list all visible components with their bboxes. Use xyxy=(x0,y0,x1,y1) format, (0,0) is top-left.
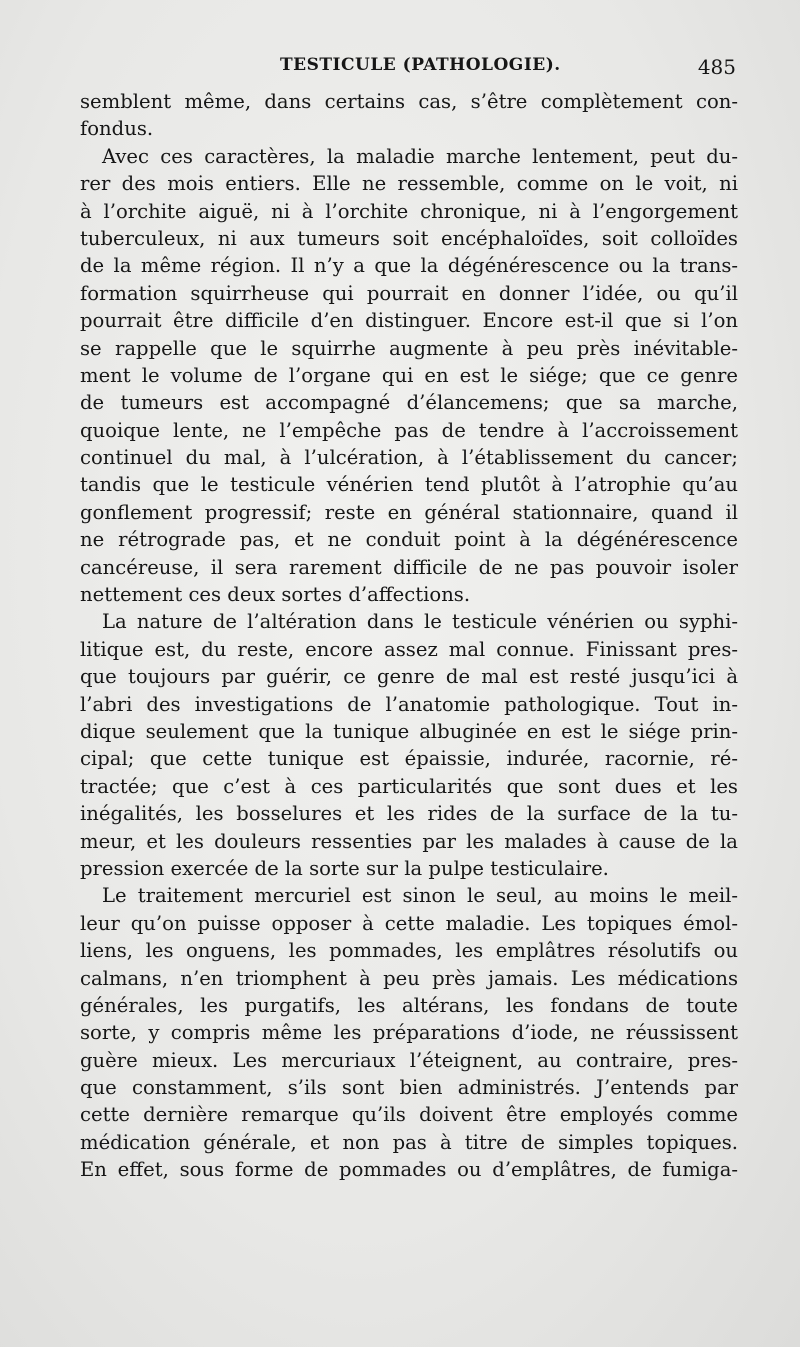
text-line: La nature de l’altération dans le testicule vénérien ou syphi- xyxy=(102,610,738,634)
text-line: meur, et les douleurs ressenties par les malades à cause de la xyxy=(80,829,738,853)
running-head: TESTICULE (PATHOLOGIE). xyxy=(280,55,561,75)
text-line: leur qu’on puisse opposer à cette maladie. Les topiques émol- xyxy=(80,911,738,935)
text-line: cipal; que cette tunique est épaissie, indurée, racornie, ré- xyxy=(80,747,738,771)
text-line: guère mieux. Les mercuriaux l’éteignent, au contraire, pres- xyxy=(80,1048,738,1072)
text-line: fondus. xyxy=(80,117,154,141)
text-line: pression exercée de la sorte sur la pulpe testiculaire. xyxy=(80,856,609,880)
text-line: quoique lente, ne l’empêche pas de tendre à l’accroissement xyxy=(80,418,738,442)
text-line: sorte, y compris même les préparations d’iode, ne réussissent xyxy=(80,1021,738,1045)
text-line: que toujours par guérir, ce genre de mal est resté jusqu’ici à xyxy=(80,665,738,689)
text-line: Avec ces caractères, la maladie marche lentement, peut du- xyxy=(102,144,738,168)
text-line: de la même région. Il n’y a que la dégénérescence ou la trans- xyxy=(80,254,738,278)
page-header xyxy=(80,55,736,85)
text-line: Le traitement mercuriel est sinon le seul, au moins le meil- xyxy=(102,884,738,908)
text-line: à l’orchite aiguë, ni à l’orchite chronique, ni à l’engorgement xyxy=(80,199,738,223)
text-line: ne rétrograde pas, et ne conduit point à la dégénérescence xyxy=(80,528,738,552)
text-line: rer des mois entiers. Elle ne ressemble, comme on le voit, ni xyxy=(80,172,738,196)
text-line: formation squirrheuse qui pourrait en donner l’idée, ou qu’il xyxy=(80,281,738,305)
text-line: pourrait être difficile d’en distinguer. Encore est-il que si l’on xyxy=(80,309,738,333)
text-line: calmans, n’en triomphent à peu près jamais. Les médications xyxy=(80,966,738,990)
text-line: litique est, du reste, encore assez mal connue. Finissant pres- xyxy=(80,637,738,661)
text-line: gonflement progressif; reste en général stationnaire, quand il xyxy=(80,500,738,524)
text-line: ment le volume de l’organe qui en est le siége; que ce genre xyxy=(80,363,738,387)
body-text xyxy=(80,88,738,1184)
text-line: cancéreuse, il sera rarement difficile de ne pas pouvoir isoler xyxy=(80,555,738,579)
text-line: continuel du mal, à l’ulcération, à l’établissement du cancer; xyxy=(80,446,738,470)
text-line: l’abri des investigations de l’anatomie pathologique. Tout in- xyxy=(80,692,738,716)
text-line: dique seulement que la tunique albuginée en est le siége prin- xyxy=(80,719,738,743)
text-line: liens, les onguens, les pommades, les emplâtres résolutifs ou xyxy=(80,939,738,963)
text-line: tractée; que c’est à ces particularités que sont dues et les xyxy=(80,774,738,798)
text-line: inégalités, les bosselures et les rides de la surface de la tu- xyxy=(80,802,738,826)
text-line: tuberculeux, ni aux tumeurs soit encéphaloïdes, soit colloïdes xyxy=(80,226,738,250)
text-line: cette dernière remarque qu’ils doivent être employés comme xyxy=(80,1103,738,1127)
text-line: générales, les purgatifs, les altérans, les fondans de toute xyxy=(80,993,738,1017)
text-line: médication générale, et non pas à titre de simples topiques. xyxy=(80,1130,738,1154)
text-line: tandis que le testicule vénérien tend plutôt à l’atrophie qu’au xyxy=(80,473,738,497)
text-line: nettement ces deux sortes d’affections. xyxy=(80,583,471,607)
text-line: se rappelle que le squirrhe augmente à peu près inévitable- xyxy=(80,336,738,360)
text-line: En effet, sous forme de pommades ou d’emplâtres, de fumiga- xyxy=(80,1158,738,1182)
text-line: de tumeurs est accompagné d’élancemens; que sa marche, xyxy=(80,391,738,415)
page-number: 485 xyxy=(697,55,736,79)
text-line: que constamment, s’ils sont bien administrés. J’entends par xyxy=(80,1076,738,1100)
text-line: semblent même, dans certains cas, s’être complètement con- xyxy=(80,90,738,113)
